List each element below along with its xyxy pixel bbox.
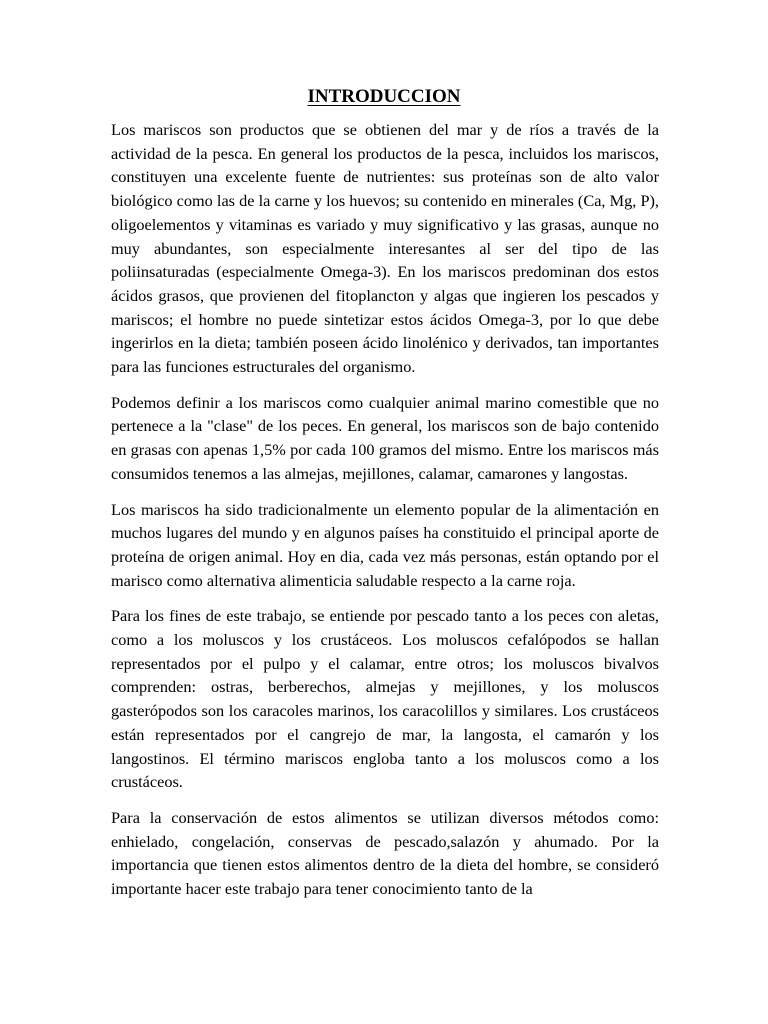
paragraph-4: Para los fines de este trabajo, se entiende por pescado tanto a los peces con aletas, como a los moluscos y los crustáceos. Los moluscos cefalópodos se hallan representados por el pulpo y el calamar, entre otros; los moluscos bivalvos comprenden: ostras, berberechos, almejas y mejillones, y los moluscos gasterópodos son los caracoles marinos, los caracolillos y similares. Los crustáceos están representados por el cangrejo de mar, la langosta, el camarón y los langostinos. El término mariscos engloba tanto a los moluscos como a los crustáceos. (111, 606, 659, 792)
paragraph-3: Los mariscos ha sido tradicionalmente un elemento popular de la alimentación en muchos lugares del mundo y en algunos países ha constituido el principal aporte de proteína de origen animal. Hoy en dia, cada vez más personas, están optando por el marisco como alternativa alimenticia saludable respecto a la carne roja. (111, 499, 659, 590)
page-title: INTRODUCCION (307, 86, 461, 107)
document-body (111, 118, 659, 913)
paragraph-1: Los mariscos son productos que se obtienen del mar y de ríos a través de la actividad de la pesca. En general los productos de la pesca, incluidos los mariscos, constituyen una excelente fuente de nutrientes: sus proteínas son de alto valor biológico como las de la carne y los huevos; su contenido en minerales (Ca, Mg, P), oligoelementos y vitaminas es variado y muy significativo y las grasas, aunque no muy abundantes, son especialmente interesantes al ser del tipo de las poliinsaturadas (especialmente Omega-3). En los mariscos predominan dos estos ácidos grasos, que provienen del fitoplancton y algas que ingieren los pescados y mariscos; el hombre no puede sintetizar estos ácidos Omega-3, por lo que debe ingerirlos en la dieta; también poseen ácido linolénico y derivados, tan importantes para las funciones estructurales del organismo. (111, 120, 659, 377)
paragraph-5: Para la conservación de estos alimentos se utilizan diversos métodos como: enhielado, congelación, conservas de pescado,salazón y ahumado. Por la importancia que tienen estos alimentos dentro de la dieta del hombre, se consideró importante hacer este trabajo para tener conocimiento tanto de la (111, 807, 659, 899)
paragraph-2: Podemos definir a los mariscos como cualquier animal marino comestible que no pertenece a la "clase" de los peces. En general, los mariscos son de bajo contenido en grasas con apenas 1,5% por cada 100 gramos del mismo. Entre los mariscos más consumidos tenemos a las almejas, mejillones, calamar, camarones y langostas. (111, 392, 659, 483)
